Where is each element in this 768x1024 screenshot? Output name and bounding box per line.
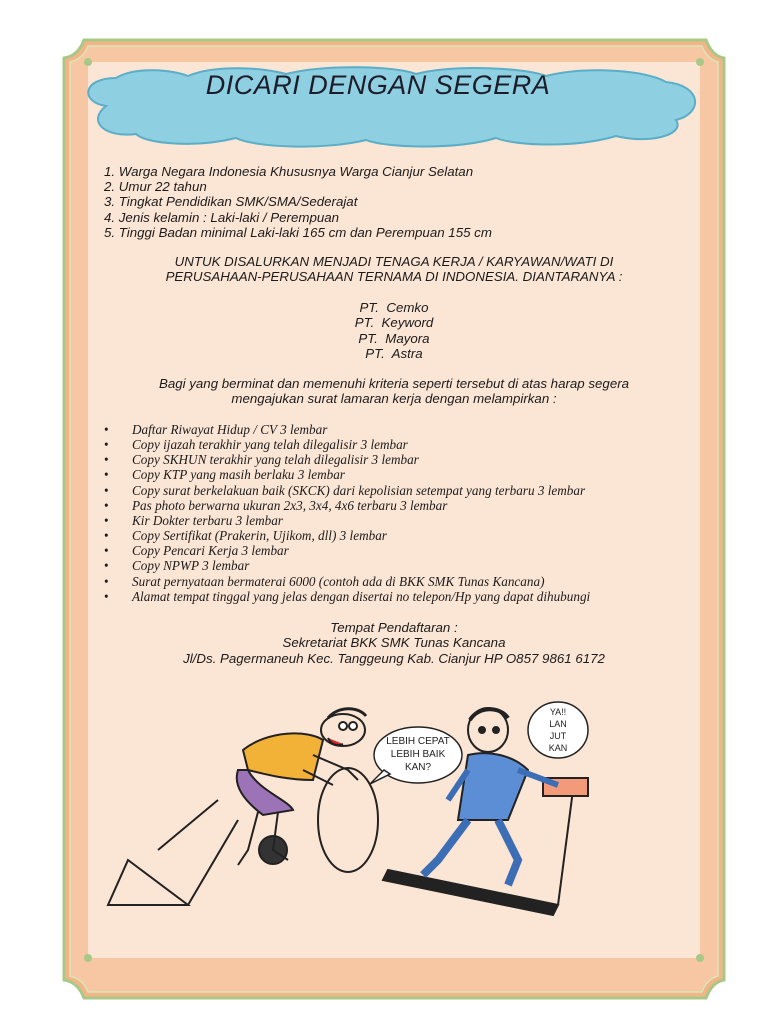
bubble-left-line: LEBIH CEPAT — [386, 736, 450, 747]
bubble-left-line: KAN? — [404, 762, 432, 773]
document-item — [104, 543, 590, 558]
cyclist-figure — [108, 709, 378, 905]
intro-text — [88, 254, 700, 285]
bullet: • — [104, 528, 109, 544]
registration-office: Sekretariat BKK SMK Tunas Kancana — [282, 635, 506, 651]
document-label: Kir Dokter terbaru 3 lembar — [132, 512, 283, 528]
document-label: Copy NPWP 3 lembar — [132, 558, 250, 574]
document-item — [104, 589, 590, 604]
document-label: Daftar Riwayat Hidup / CV 3 lembar — [132, 422, 328, 437]
speech-bubble-left — [370, 727, 462, 784]
document-label: Copy SKHUN terakhir yang telah dilegalisir 3 lembar — [132, 452, 419, 468]
document-item — [104, 467, 590, 482]
instructions-text — [88, 376, 700, 407]
page-title: DICARI DENGAN SEGERA — [205, 70, 551, 100]
requirement-item: 2. Umur 22 tahun — [104, 179, 207, 195]
company-list — [88, 300, 700, 362]
bubble-right-line: YA!! — [549, 707, 567, 717]
requirements-list — [104, 164, 492, 240]
document-label: Copy Pencari Kerja 3 lembar — [132, 543, 289, 559]
document-label: Surat pernyataan bermaterai 6000 (contoh ada di BKK SMK Tunas Kancana) — [132, 573, 545, 589]
document-item — [104, 528, 590, 543]
bullet: • — [104, 543, 109, 559]
requirement-item: 3. Tingkat Pendidikan SMK/SMA/Sederajat — [104, 194, 358, 210]
company-item: PT. Mayora — [358, 330, 430, 346]
bubble-right-line: JUT — [549, 731, 567, 741]
document-item — [104, 574, 590, 589]
bubble-right-line: LAN — [549, 719, 567, 729]
document-label: Pas photo berwarna ukuran 2x3, 3x4, 4x6 terbaru 3 lembar — [132, 497, 448, 513]
cartoon-illustration — [88, 700, 598, 940]
company-item: PT. Cemko — [359, 300, 429, 315]
instructions-line: Bagi yang berminat dan memenuhi kriteria seperti tersebut di atas harap segera — [158, 376, 630, 391]
company-item: PT. Astra — [365, 346, 423, 362]
registration-info — [88, 620, 700, 666]
requirement-item: 4. Jenis kelamin : Laki-laki / Perempuan — [104, 209, 340, 225]
intro-line: UNTUK DISALURKAN MENJADI TENAGA KERJA / KARYAWAN/WATI DI — [174, 254, 614, 269]
instructions-line: mengajukan surat lamaran kerja dengan melampirkan : — [231, 391, 557, 407]
document-item — [104, 498, 590, 513]
bullet: • — [104, 573, 109, 589]
document-item — [104, 437, 590, 452]
company-item: PT. Keyword — [354, 315, 434, 331]
bullet: • — [104, 482, 109, 498]
bullet: • — [104, 467, 109, 483]
document-item — [104, 513, 590, 528]
registration-address: Jl/Ds. Pagermaneuh Kec. Tanggeung Kab. Cianjur HP O857 9861 6172 — [183, 650, 605, 666]
documents-list — [104, 422, 590, 604]
speech-bubble-right — [528, 702, 588, 758]
bullet: • — [104, 558, 109, 574]
bullet: • — [104, 422, 109, 437]
requirement-item: 1. Warga Negara Indonesia Khususnya Warga Cianjur Selatan — [104, 164, 474, 179]
document-item — [104, 483, 590, 498]
document-label: Copy ijazah terakhir yang telah dilegalisir 3 lembar — [132, 437, 408, 453]
bullet: • — [104, 512, 109, 528]
document-label: Copy Sertifikat (Prakerin, Ujikom, dll) 3 lembar — [132, 528, 387, 544]
bullet: • — [104, 497, 109, 513]
bullet: • — [104, 437, 109, 453]
document-label: Copy KTP yang masih berlaku 3 lembar — [132, 467, 345, 483]
registration-heading: Tempat Pendaftaran : — [330, 620, 458, 635]
bullet: • — [104, 452, 109, 468]
bullet: • — [104, 588, 109, 604]
document-label: Copy surat berkelakuan baik (SKCK) dari kepolisian setempat yang terbaru 3 lembar — [132, 482, 586, 498]
bubble-right-line: KAN — [548, 743, 568, 753]
requirement-item: 5. Tinggi Badan minimal Laki-laki 165 cm dan Perempuan 155 cm — [104, 224, 492, 240]
bubble-left-line: LEBIH BAIK — [390, 749, 446, 760]
document-item — [104, 452, 590, 467]
document-item — [104, 422, 590, 437]
intro-line: PERUSAHAAN-PERUSAHAAN TERNAMA DI INDONESIA. DIANTARANYA : — [165, 269, 623, 285]
document-item — [104, 558, 590, 573]
document-label: Alamat tempat tinggal yang jelas dengan disertai no telepon/Hp yang dapat dihubungi — [132, 588, 591, 604]
